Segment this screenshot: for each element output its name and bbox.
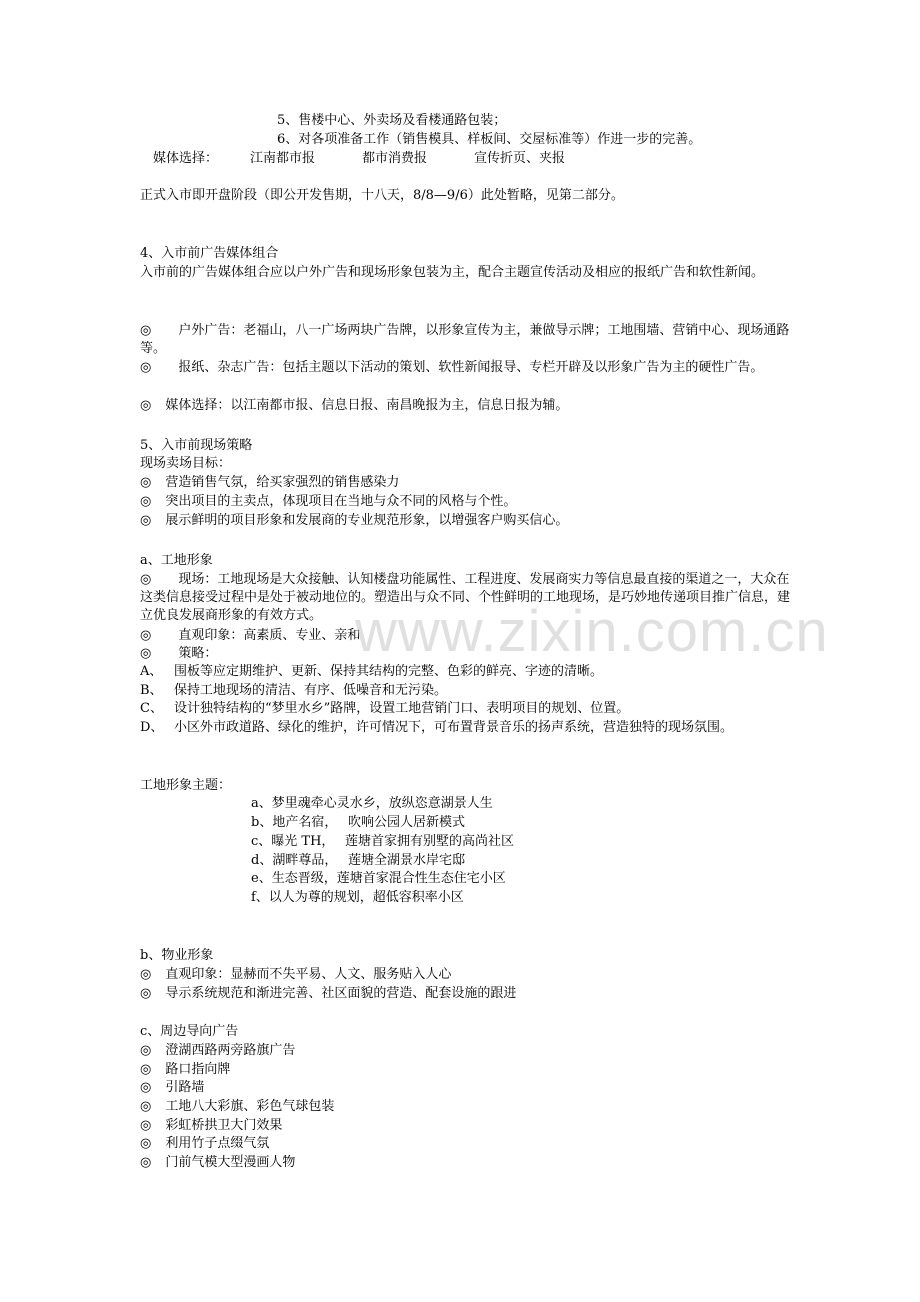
bullet-text: 户外广告：老福山，八一广场两块广告牌，以形象宣传为主，兼做导示牌；工地围墙、营销中心、现场通路等。	[140, 323, 790, 356]
bullet-text: 媒体选择：以江南都市报、信息日报、南昌晚报为主，信息日报为辅。	[165, 398, 569, 413]
theme-item: d、湖畔尊品， 莲塘全湖景水岸宅邸	[251, 853, 465, 868]
media-item: 江南都市报	[250, 151, 316, 166]
bullet-icon: ◎	[140, 1118, 152, 1133]
bullet-icon: ◎	[140, 323, 152, 338]
bullet-text: 澄湖西路两旁路旗广告	[165, 1043, 296, 1058]
theme-item: b、地产名宿， 吹响公园人居新模式	[251, 815, 465, 830]
theme-item: e、生态晋级，莲塘首家混合性生态住宅小区	[251, 871, 506, 886]
bullet-text: 直观印象：高素质、专业、亲和	[178, 628, 361, 643]
sub-heading: 现场卖场目标：	[140, 456, 232, 471]
paragraph: 正式入市即开盘阶段（即公开发售期，十八天，8/8—9/6）此处暂略，见第二部分。	[140, 188, 624, 203]
bullet-text: 导示系统规范和渐进完善、社区面貌的营造、配套设施的跟进	[165, 986, 517, 1001]
list-letter: D、	[140, 720, 164, 735]
bullet-item	[140, 359, 790, 377]
list-letter: B、	[140, 683, 163, 698]
bullet-item	[140, 985, 516, 1003]
bullet-item	[140, 322, 790, 358]
bullet-icon: ◎	[140, 475, 152, 490]
bullet-text: 现场：工地现场是大众接触、认知楼盘功能属性、工程进度、发展商实力等信息最直接的渠道之一，大众在这类信息接受过程中是处于被动地位的。塑造出与众不同、个性鲜明的工地现场，是巧妙地传递项目推广信息，建立优良发展商形象的有效方式。	[140, 572, 791, 623]
bullet-icon: ◎	[140, 360, 152, 375]
bullet-icon: ◎	[140, 1080, 152, 1095]
list-item-6: 6、对各项准备工作（销售模具、样板间、交屋标准等）作进一步的完善。	[277, 132, 702, 147]
bullet-text: 门前气模大型漫画人物	[165, 1155, 296, 1170]
section-heading: 工地形象主题：	[140, 778, 232, 793]
bullet-text: 路口指向牌	[165, 1062, 231, 1077]
bullet-icon: ◎	[140, 1043, 152, 1058]
bullet-item	[140, 1042, 295, 1060]
bullet-icon: ◎	[140, 1155, 152, 1170]
bullet-item	[140, 1117, 282, 1135]
list-text: 围板等应定期维护、更新、保持其结构的完整、色彩的鲜亮、字迹的清晰。	[174, 664, 604, 679]
bullet-item	[140, 645, 217, 663]
bullet-icon: ◎	[140, 513, 152, 528]
bullet-item	[140, 1154, 295, 1172]
list-item	[140, 719, 733, 737]
bullet-text: 彩虹桥拱卫大门效果	[165, 1118, 283, 1133]
bullet-icon: ◎	[140, 1062, 152, 1077]
section-heading: 4、入市前广告媒体组合	[140, 246, 279, 261]
media-item: 都市消费报	[362, 151, 428, 166]
section-heading: a、工地形象	[140, 553, 213, 568]
bullet-icon: ◎	[140, 572, 152, 587]
bullet-icon: ◎	[140, 646, 152, 661]
bullet-item	[140, 1061, 230, 1079]
bullet-text: 利用竹子点缀气氛	[165, 1136, 270, 1151]
bullet-text: 策略：	[178, 646, 218, 661]
theme-item: a、梦里魂牵心灵水乡，放纵恣意湖景人生	[251, 796, 493, 811]
bullet-icon: ◎	[140, 1099, 152, 1114]
bullet-item	[140, 474, 399, 492]
bullet-item	[140, 627, 360, 645]
bullet-icon: ◎	[140, 628, 152, 643]
watermark: www.zixin.com.cn	[355, 599, 829, 664]
bullet-text: 工地八大彩旗、彩色气球包装	[165, 1099, 335, 1114]
bullet-icon: ◎	[140, 494, 152, 509]
list-item-5: 5、售楼中心、外卖场及看楼通路包装；	[277, 113, 507, 128]
media-label: 媒体选择：	[153, 151, 219, 166]
bullet-item	[140, 1079, 204, 1097]
bullet-text: 引路墙	[165, 1080, 205, 1095]
theme-item: f、以人为尊的规划，超低容积率小区	[251, 890, 464, 905]
bullet-item	[140, 1135, 269, 1153]
section-heading: c、周边导向广告	[140, 1024, 239, 1039]
media-item: 宣传折页、夹报	[474, 151, 566, 166]
list-item	[140, 682, 447, 700]
paragraph: 入市前的广告媒体组合应以户外广告和现场形象包装为主，配合主题宣传活动及相应的报纸广告和软性新闻。	[140, 265, 765, 280]
bullet-item	[140, 397, 568, 415]
bullet-text: 直观印象：显赫而不失平易、人文、服务贴入人心	[165, 967, 452, 982]
bullet-text: 营造销售气氛，给买家强烈的销售感染力	[165, 475, 400, 490]
list-item	[140, 700, 629, 718]
bullet-item	[140, 493, 516, 511]
bullet-text: 展示鲜明的项目形象和发展商的专业规范形象，以增强客户购买信心。	[165, 513, 569, 528]
bullet-text: 报纸、杂志广告：包括主题以下活动的策划、软性新闻报导、专栏开辟及以形象广告为主的硬性广告。	[178, 360, 764, 375]
bullet-item	[140, 512, 568, 530]
theme-item: c、曝光 TH， 莲塘首家拥有别墅的高尚社区	[251, 834, 515, 849]
bullet-icon: ◎	[140, 986, 152, 1001]
list-text: 保持工地现场的清洁、有序、低噪音和无污染。	[174, 683, 448, 698]
section-heading: b、物业形象	[140, 948, 214, 963]
bullet-icon: ◎	[140, 398, 152, 413]
bullet-item	[140, 966, 451, 984]
list-text: 小区外市政道路、绿化的维护，许可情况下，可布置背景音乐的扬声系统，营造独特的现场氛围。	[174, 720, 734, 735]
bullet-icon: ◎	[140, 967, 152, 982]
list-text: 设计独特结构的“梦里水乡”路牌，设置工地营销门口、表明项目的规划、位置。	[174, 701, 630, 716]
bullet-item	[140, 1098, 334, 1116]
list-letter: A、	[140, 664, 163, 679]
list-item	[140, 663, 603, 681]
bullet-text: 突出项目的主卖点，体现项目在当地与众不同的风格与个性。	[165, 494, 517, 509]
section-heading: 5、入市前现场策略	[140, 438, 253, 453]
list-letter: C、	[140, 701, 163, 716]
bullet-icon: ◎	[140, 1136, 152, 1151]
